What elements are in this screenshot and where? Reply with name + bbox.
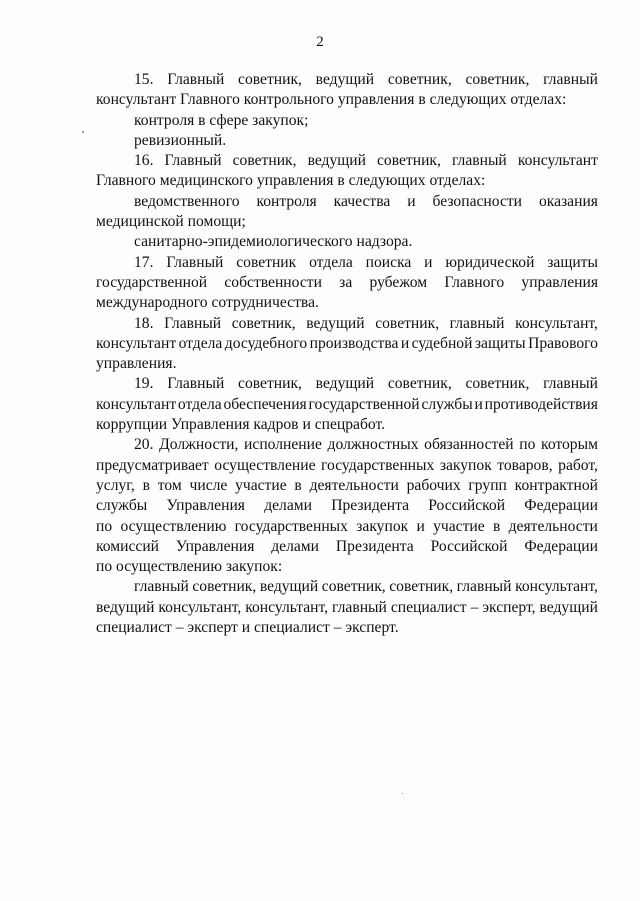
text-line: контроля в сфере закупок; — [134, 111, 309, 129]
text-line: консультант отдела досудебного производства и судебной защиты Правового — [96, 334, 598, 352]
text-line: управления. — [96, 355, 177, 373]
document-body — [96, 70, 598, 638]
text-line: услуг, в том числе участие в деятельности рабочих групп контрактной — [96, 476, 598, 494]
text-line: Главного медицинского управления в следующих отделах: — [96, 172, 486, 190]
text-line: 20. Должности, исполнение должностных обязанностей по которым — [134, 436, 598, 454]
text-line: консультант Главного контрольного управления в следующих отделах: — [96, 91, 567, 109]
text-line: консультант отдела обеспечения государственной службы и противодействия — [96, 395, 598, 413]
text-line: 18. Главный советник, ведущий советник, главный консультант, — [134, 314, 598, 332]
text-line: государственной собственности за рубежом Главного управления — [96, 273, 598, 291]
text-line: 15. Главный советник, ведущий советник, советник, главный — [134, 71, 598, 88]
text-line: международного сотрудничества. — [96, 294, 319, 312]
text-line: ведущий консультант, консультант, главный специалист – эксперт, ведущий — [96, 598, 598, 616]
text-line: ведомственного контроля качества и безопасности оказания — [134, 192, 598, 210]
scan-speck — [402, 793, 403, 794]
text-line: по осуществлению закупок: — [96, 558, 283, 576]
text-line: специалист – эксперт и специалист – эксперт. — [96, 619, 399, 637]
text-line: 17. Главный советник отдела поиска и юридической защиты — [134, 253, 598, 271]
text-line: 19. Главный советник, ведущий советник, советник, главный — [134, 375, 598, 393]
text-line: службы Управления делами Президента Российской Федерации — [96, 497, 598, 515]
text-line: комиссий Управления делами Президента Российской Федерации — [96, 537, 598, 555]
scan-speck — [82, 131, 84, 133]
text-line: коррупции Управления кадров и спецработ. — [96, 416, 386, 434]
text-line: санитарно-эпидемиологического надзора. — [134, 233, 413, 251]
text-line: главный советник, ведущий советник, советник, главный консультант, — [134, 578, 598, 596]
page-number: 2 — [316, 34, 324, 50]
text-line: медицинской помощи; — [96, 213, 246, 231]
text-line: по осуществлению государственных закупок и участие в деятельности — [96, 517, 598, 535]
text-line: ревизионный. — [134, 131, 227, 149]
text-line: 16. Главный советник, ведущий советник, главный консультант — [134, 152, 598, 170]
text-line: предусматривает осуществление государственных закупок товаров, работ, — [96, 456, 598, 474]
